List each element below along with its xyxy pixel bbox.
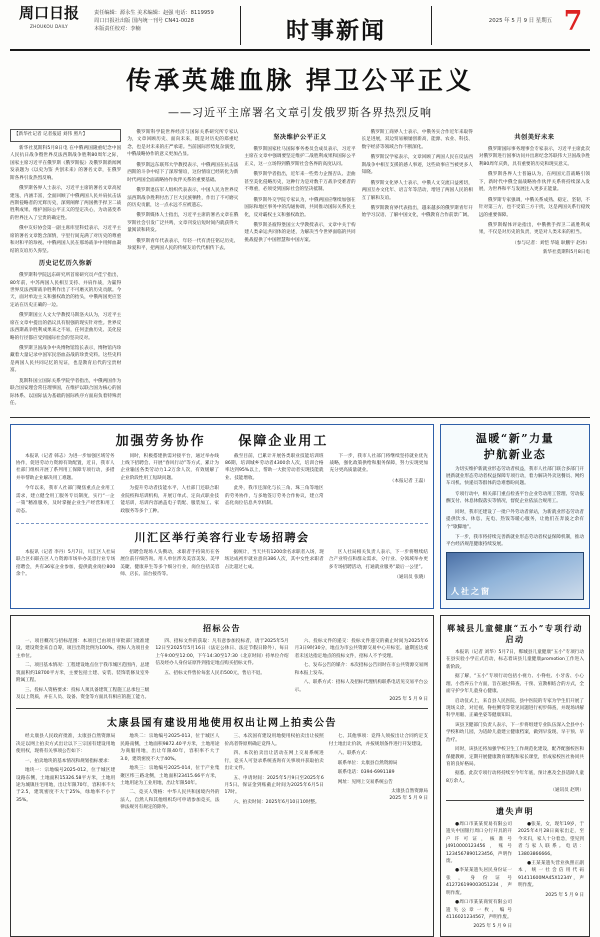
- lost-item-1: ●周口市某某贸易有限公司遗失中国银行周口分行开具的开户许可证，核准号J4910000123456，账号1234567890123456，声明作废。: [446, 821, 512, 864]
- article-c4-p3: 俄罗斯文化界人士表示，中俄人文交流日益密切，两国互办文化年、语言年等活动，增进了两国人民的相互了解和友谊。: [361, 180, 473, 201]
- employment-article: [10, 424, 434, 609]
- employment-c1-p1: 今年以来，我市人社部门聚焦重点企业用工需求，建立健全用工服务专员制度，实行“一企一策”精准服务，及时掌握企业生产经营和用工动态。: [16, 486, 115, 514]
- masthead: [10, 6, 590, 51]
- employment-credit: （本报记者 王磊）: [389, 478, 428, 484]
- article-c4-p1: 俄罗斯工商界人士表示，中俄务实合作近年来取得长足进展，双边贸易额屡创新高，能源、农业、科技、数字经济等领域合作不断深化。: [361, 130, 473, 150]
- lost-date-1: 2025 年 5 月 9 日: [473, 924, 512, 930]
- recruit-c3-p1: 据统计，当天共有1200余名求职者入场，现场达成初步就业意向386人次，其中女性求职者占比超过七成。: [224, 550, 324, 570]
- logo-pinyin: ZHOUKOU DAILY: [29, 23, 69, 29]
- land-c1-p1: 经太康县人民政府批准，太康县自然资源局决定以网上拍卖方式出让以下三宗国有建设用地使用权，现将有关事项公告如下：: [16, 734, 116, 755]
- health-action-body: [446, 649, 584, 795]
- recruit-c1-p1: 本报讯（记者 李丹）5月7日，川汇区人社局联合区妇联在区人力资源市场举办美容行业专场招聘会，共有36家企业参加，提供就业岗位800余个。: [16, 550, 116, 578]
- land-c2-p3: 二、竞买人资格：中华人民共和国境内外的法人、自然人和其他组织均可申请参加竞买，法律法规另有规定的除外。: [120, 790, 220, 811]
- employment-c2-p2: 截至目前，已累计开展各类职业技能培训班86期，培训城乡劳动者4300余人次，培训合格率达到95%以上，帮助一大批劳动者实现技能就业、技能增收。: [225, 453, 324, 481]
- lost-item-4: ●张某，女，现年19岁，于2025年4月28日离家出走，至今未归，家人十分着急，望见到者与家人联系。电话：13803866666。: [518, 821, 584, 857]
- new-economy-p1: 为切实维护新就业形态劳动者权益，我市人社部门联合多部门开展新就业形态劳动者权益保障专项行动，着力解决外卖送餐员、网约车司机、快递员等群体的急难愁盼问题。: [446, 466, 584, 487]
- article-c1-p4: 莫斯科国立国际关系学院学者指出，中俄两国作为联合国安理会常任理事国，在维护以联合国为核心的国际体系、以国际法为基础的国际秩序方面肩负着特殊责任。: [10, 378, 122, 407]
- section-banner-photo: [446, 552, 584, 600]
- new-economy-article: [440, 424, 590, 609]
- land-c4-p4: 联系电话：0394-6991189: [337, 770, 395, 776]
- employment-c3-p2: 下一步，我市人社部门将继续坚持就业优先战略，强化政策供给和服务保障，努力实现更加充分更高质量就业。: [329, 453, 428, 474]
- employment-col-2: [121, 453, 220, 519]
- headline-block: [10, 61, 590, 120]
- article-column-5: [479, 129, 590, 411]
- headline-sub: ——习近平主席署名文章引发俄罗斯各界热烈反响: [168, 106, 432, 119]
- land-c2-p2: 地块三：宗地编号2025-014，位于产业集聚区纬三路北侧，土地面积23415.66平方米，土地用途为工业用地，出让年限50年。: [120, 766, 220, 786]
- land-notice-date: 2025 年 5 月 9 日: [389, 796, 428, 802]
- bid-c1-p1: 一、项目概况与招标范围：本项目已由项目审批部门批准建设，建设资金来自自筹，项目出资比例为100%，招标人为项目业主单位。: [16, 638, 150, 659]
- lost-item-5: ●王某某遗失营业执照正副本，统一社会信用代码91411600MA45X1234Y，声明作废。: [518, 860, 584, 889]
- lost-item-2: ●李某某遗失居民身份证一张，身份证号412726199003051234，声明作废。: [446, 868, 512, 896]
- masthead-info-line-3: 本版责任校对：李楠: [94, 25, 141, 32]
- land-col-4: [329, 733, 428, 813]
- health-action-title: 郸城县儿童健康“五小”专项行动启动: [447, 622, 583, 644]
- article-subhead-3: 共创美好未来: [514, 134, 555, 141]
- employment-title-right: 保障企业用工: [238, 433, 329, 449]
- article-column-2: [127, 129, 238, 411]
- bid-notice-col-1: [16, 638, 149, 704]
- article-c3-p3: 俄罗斯外交学院专家认为，中俄两国应继续加强在国际和地区事务中的沟通协调，共同推动国际关系民主化，反对霸权主义和强权政治。: [244, 197, 356, 218]
- lost-item-3: ●周口市某某商贸有限公司遗失公章一枚，编号4116021234567，声明作废。: [446, 900, 512, 920]
- lead-paragraph-1: 新华社莫斯科5月8日电 在中俄两国隆重纪念中国人民抗日战争暨世界反法西斯战争胜利80周年之际，国家主席习近平在俄罗斯《俄罗斯报》及俄罗斯新闻网发表题为《以史为鉴 共创未来》的署名文章，在俄罗斯各界引发热烈反响。: [10, 145, 122, 181]
- new-economy-p2: 专项行动中，相关部门重点检查平台企业劳动用工管理、劳动报酬支付、休息休假落实等情况，督促企业依法合规用工。: [446, 491, 584, 505]
- recruit-c4-p1: 区人社局相关负责人表示，下一步将继续结合产业特点和群众需求，分行业、分领域举办更多专场招聘活动，打通就业服务“最后一公里”。: [328, 550, 428, 570]
- bid-c3-p2: 七、发布公告的媒介：本次招标公告同时在市公共资源交易网和本报上发布。: [294, 663, 428, 676]
- employment-c3-p1: 此外，我市还深化与长三角、珠三角等地区的劳务协作，与多地签订劳务合作协议，建立常态化岗位信息共享机制。: [225, 486, 324, 507]
- newspaper-logo: [10, 6, 88, 29]
- article-c3-p1: 俄罗斯国家杜马国际事务委员会成员表示，习近平主席在文章中强调要坚定维护二战胜利成果和国际公平正义，这一立场得到俄罗斯社会各界的高度认同。: [244, 147, 356, 167]
- article-c5-p4: 俄罗斯媒体评论指出，中俄携手捍卫二战胜利成果，不仅是对历史的负责，更是对人类未来的担当。: [478, 222, 591, 236]
- recruit-col-1: [16, 549, 115, 582]
- recruit-col-2: [120, 549, 219, 582]
- bid-notice-title: 招标公告: [203, 622, 241, 633]
- lost-col-2: [518, 821, 584, 931]
- land-c3-p4: 六、拍卖时间：2025年6月10日10时整。: [233, 799, 320, 805]
- lead-paragraph-3: 俄中友好协会第一副主席库里科娃表示，习近平主席的署名文章饱含深情，字里行间充满了对历史的尊重和对和平的珍视。中俄两国人民在那场战争中用鲜血凝结的友谊历久弥坚。: [10, 226, 122, 254]
- bid-notice-date: 2025 年 5 月 9 日: [389, 696, 428, 702]
- health-p3: 启动仪式上，来自县人民医院、县中医院的专家为学生们开展了现场义诊，对近视、脊柱侧弯等常见问题进行初步筛查，并现场讲解科学用眼、正确坐姿等健康知识。: [446, 698, 584, 719]
- article-c1-p3: 俄罗斯卫国战争中央博物馆馆长表示，博物馆内珍藏着大量记录中国军民浴血奋战的珍贵史料。这些史料是两国人民共同记忆的见证，也是教育后代的宝贵财富。: [10, 346, 122, 374]
- article-c2-p5: 俄罗斯青年代表表示，年轻一代有责任铭记历史、珍爱和平，把两国人民的传统友谊代代相传下去。: [127, 238, 239, 252]
- article-c4-p2: 俄罗斯汉学家表示，文章回顾了两国人民在反法西斯战争中相互支援的感人事迹，这些故事应当被更多人知晓。: [361, 155, 473, 176]
- article-c5-p2: 俄罗斯各界人士普遍认为，在两国元首战略引领下，新时代中俄全面战略协作伙伴关系将持续深入发展，为世界和平与发展注入更多正能量。: [478, 172, 591, 193]
- lead-credit-box: 【新华社记者 记者报道 刘伟 照片】: [10, 129, 121, 142]
- article-c4-p4: 俄罗斯教育界代表指出，越来越多的俄罗斯青年开始学习汉语、了解中国文化，中俄教育合作前景广阔。: [361, 205, 473, 219]
- health-p4: 该县卫健部门负责人表示，下一步将组建专业队伍深入全县中小学校和幼儿园，为适龄儿童建立健康档案，做到早发现、早干预、早治疗。: [446, 722, 584, 743]
- health-p2: 据了解，“五小”专项行动包括小视力、小脊柱、小牙齿、小心理、小营养五个方面，旨在通过筛查、干预、宣教相结合的方式，全面守护少年儿童身心健康。: [446, 674, 584, 695]
- recruit-credit: （通讯员 张晓）: [394, 575, 428, 581]
- land-c4-p2: 八、联系方式：: [337, 751, 370, 757]
- employment-title: [16, 430, 428, 449]
- bid-c2-p1: 四、招标文件的获取：凡有意参加投标者，请于2025年5月12日至2025年5月16日（法定公休日、法定节假日除外），每日上午9:00至12:00，下午14:30至17:30（北京时间）持单位介绍信及经办人身份证原件到指定地点购买招标文件。: [155, 638, 289, 667]
- land-c2-p1: 地块二：宗地编号2025-013，位于城区人民路南侧，土地面积9872.40平方米，土地用途为商服用地，出让年限40年，容积率不大于3.0，建筑密度不大于40%。: [120, 734, 220, 762]
- divider-3: [446, 800, 584, 801]
- employment-c1-p2: 同时，积极搭建供需对接平台，通过举办线上线下招聘会、开展“春风行动”等方式，累计为企业输送各类劳动力1.2万余人次，有效缓解了企业阶段性用工短缺问题。: [120, 453, 219, 481]
- article-c1-p2: 俄罗斯国立人文大学教授马斯洛夫认为，习近平主席在文章中提出的倡议具有很强的现实针对性。世界反法西斯战争胜利成果来之不易，任何歪曲历史、美化侵略的行径都应受到国际社会的坚决反对。: [10, 313, 122, 341]
- land-issuer: 太康县自然资源局: [391, 789, 428, 794]
- lost-date-2: 2025 年 5 月 9 日: [545, 892, 584, 898]
- bid-c1-p2: 二、项目基本情况：工程建设地点位于我市城区范围内，总建筑面积约18700平方米，主要包括土建、安装、装饰装修及室外附属工程。: [16, 663, 150, 684]
- article-c2-p2: 俄罗斯远东联邦大学教授表示，中俄两国在抗击法西斯的斗争中结下了深厚情谊，这份情谊已经转化为新时代两国全面战略协作伙伴关系的重要基础。: [127, 162, 239, 183]
- new-economy-title-line2: 护航新业态: [483, 447, 547, 461]
- notices-band: [10, 615, 590, 937]
- article-c3-p4: 俄罗斯圣彼得堡国立大学教授表示，文章中关于构建人类命运共同体的论述，为解决当今世界面临的共同挑战提供了中国智慧和中国方案。: [244, 222, 356, 243]
- health-p5: 同时，该县还将加强学校卫生工作规范化建设，配齐配强校医和保健教师，定期开展健康教育课程和家长课堂，形成家校医社协同共育的良好格局。: [446, 747, 584, 767]
- recruit-col-4: [329, 549, 428, 582]
- land-c3-p1: 三、本次国有建设用地使用权拍卖出让按照价高者得原则确定竞得人。: [224, 734, 324, 747]
- land-c3-p3: 五、申请时间：2025年5月9日至2025年6月5日。保证金到账截止时间为2025年6月5日17时。: [224, 775, 324, 796]
- new-economy-title-line1: 温暖“新”力量: [475, 431, 555, 445]
- health-credit: （通讯员 赵明）: [550, 788, 584, 794]
- lead-paragraph-2: 俄罗斯各界人士表示，习近平主席的署名文章高屋建瓴、内涵丰富，全面回顾了中俄两国人民并肩抗击法西斯侵略者的光辉历史，深刻阐释了两国携手捍卫二战胜利成果、维护国际公平正义的坚定决心，为动荡变革的世界注入了宝贵的确定性。: [10, 186, 122, 221]
- land-col-3: [225, 733, 324, 813]
- employment-lead: 本报讯（记者 韩志）为进一步加强区域劳务协作，促进劳动力资源有效配置，近日，我市人社部门组织开展了系列用工保障专项行动，多措并举帮助企业解决用工难题。: [16, 453, 115, 481]
- employment-title-left: 加强劳务协作: [115, 433, 206, 449]
- logo-characters: 周口日报: [18, 4, 79, 22]
- employment-col-3: [225, 453, 324, 519]
- article-c2-p4: 俄罗斯媒体人士指出，习近平主席的署名文章在俄罗斯社会引发广泛共鸣，文章刊发后短时间内就获得大量阅读和转发。: [127, 213, 239, 234]
- bid-c1-p3: 三、投标人资格要求：投标人须具备建筑工程施工总承包三级及以上资质，并在人员、设备、资金等方面具有相应的施工能力。: [16, 687, 150, 700]
- new-economy-p4: 下一步，我市将持续完善新就业形态劳动者权益保障机制，推动平台经济规范健康持续发展。: [446, 535, 584, 548]
- recruit-col-3: [225, 549, 324, 582]
- article-c3-p2: 俄罗斯学者指出，近年来一些势力企图否认、歪曲甚至美化侵略历史，这种行为是对数千万战争受难者的不尊重，必须受到国际社会的坚决抵制。: [244, 172, 356, 193]
- section-banner-caption: 人社之窗: [451, 585, 491, 596]
- article-c5-p1: 俄罗斯国际事务理事会专家表示，习近平主席此次对俄罗斯进行国事访问并出席纪念苏联伟大卫国战争胜利80周年庆典，具有重要的历史和现实意义。: [478, 147, 591, 167]
- article-c2-p1: 俄罗斯科学院世界经济与国际关系研究所专家认为，文章回顾历史、面向未来，既是对历史的郑重纪念，也是对未来的庄严承诺。当前国际形势复杂演变，中俄战略协作的意义更加凸显。: [127, 130, 239, 158]
- land-c1-p2: 一、拍卖地块的基本情况和规划指标要求：: [25, 758, 113, 764]
- main-article: [10, 129, 590, 418]
- health-p1: 本报讯（记者 刘华）5月7日，郸城县儿童健康“五小”专项行动在县实验小学正式启动，标志着该县儿童健康promotion工作进入新阶段。: [446, 649, 584, 670]
- divider-2: [16, 708, 428, 709]
- health-p6: 据悉，此次专项行动将持续至今年年底，预计惠及全县适龄儿童8万余人。: [446, 771, 584, 784]
- land-c1-p3: 地块一：宗地编号2025-012，位于城区建设路东侧，土地面积15326.58平方米，土地用途为城镇住宅用地，出让年限70年，容积率不大于2.5，建筑密度不大于25%，绿地率不小于35%。: [16, 768, 116, 803]
- bid-c2-p2: 五、招标文件售价每套人民币500元，售后不退。: [164, 670, 265, 676]
- new-economy-p3: 同时，我市还建设了一批户外劳动者驿站，为新就业形态劳动者提供饮水、休息、充电、热饭等暖心服务，让他们在奔波之余有个“歇脚地”。: [446, 509, 584, 530]
- employment-c2-p1: 为提升劳动者技能水平，人社部门还联合职业院校和培训机构，开展订单式、定向式职业技能培训，培训内容涵盖电子装配、服装加工、家政服务等多个工种。: [120, 486, 219, 514]
- bid-notice-col-3: [295, 638, 428, 704]
- land-c4-p1: 七、其他事项：竞得人须按出让合同约定支付土地出让价款，并按规划条件进行开发建设。: [328, 734, 428, 747]
- land-col-2: [120, 733, 219, 813]
- lost-col-1: [446, 821, 512, 931]
- bid-c3-p3: 八、联系方式：招标人及招标代理机构联系电话见交易平台公示。: [294, 680, 428, 693]
- land-col-1: [16, 733, 115, 813]
- article-column-1: [10, 129, 121, 411]
- article-credit: （参与记者：刘恺 华迪 耿鹏宇 赵冰）: [512, 240, 591, 246]
- notices-right: [440, 615, 590, 937]
- divider: [16, 523, 428, 524]
- land-c4-p3: 联系单位：太康县自然资源局: [337, 760, 398, 766]
- article-c1-p1: 俄罗斯科学院远东研究所首席研究员卢佳宁指出，80年前，中苏两国人民相互支持、并肩作战，为赢得世界反法西斯战争胜利作出了不可磨灭的历史贡献。今天，面对单边主义和强权政治的抬头，中俄两国更应坚定站在历史正确的一边。: [10, 273, 122, 308]
- lost-notice-title: 遗失声明: [496, 805, 534, 816]
- article-c2-p3: 俄罗斯退伍军人组织代表表示，中国人民为世界反法西斯战争胜利付出了巨大民族牺牲，作出了不可磨灭的历史贡献，这一点永远不应被遗忘。: [127, 188, 239, 208]
- article-dateline: 新华社莫斯科5月8日电: [542, 250, 591, 256]
- bid-notice-col-2: [155, 638, 288, 704]
- employment-col-4: [330, 453, 429, 519]
- notices-left: [10, 615, 434, 937]
- page-number: 7: [563, 6, 583, 37]
- recruit-c2-p1: 招聘会现场人头攒动，求职者手持简历在各展位前仔细咨询。用人单位涉及美容美发、美甲美睫、健康养生等多个细分行业，岗位包括美容师、店长、前台接待等。: [120, 550, 220, 578]
- article-subhead-1: 历史记忆历久弥新: [38, 260, 93, 268]
- masthead-info-line-2: 周口日报社出版 国内统一刊号 CN41-0028: [94, 17, 194, 24]
- article-c5-p3: 俄罗斯专家强调，中俄关系成熟、稳定、坚韧，不针对第三方，也不受第三方干扰，这是两国关系行稳致远的重要保障。: [478, 197, 591, 218]
- article-subhead-2: 坚决维护公平正义: [273, 134, 327, 141]
- masthead-info: [88, 6, 240, 33]
- bid-c3-p1: 六、投标文件的递交：投标文件递交的截止时间为2025年6月3日9时30分，地点为市公共资源交易中心开标室。逾期送达或者未送达指定地点的投标文件，招标人不予受理。: [294, 638, 428, 659]
- employment-col-1: [16, 453, 115, 519]
- masthead-info-line-1: 责任编辑：源永生 美术编辑：赵强 电话：8119959: [94, 10, 214, 16]
- article-column-4: [362, 129, 473, 411]
- headline-main: 传承英雄血脉 捍卫公平正义: [126, 66, 474, 95]
- land-c3-p2: 四、本次拍卖出让活动在网上交易系统进行，竞买人可登录系统查询有关事项并获取拍卖出让文件。: [224, 751, 324, 772]
- section-title: 时事新闻: [240, 6, 432, 45]
- land-c4-p5: 网址：见网上交易系统公告: [337, 779, 393, 785]
- land-auction-title: 太康县国有建设用地使用权出让网上拍卖公告: [107, 718, 337, 730]
- employment-band: [10, 424, 590, 609]
- recruit-title: 川汇区举行美容行业专场招聘会: [134, 531, 310, 544]
- article-column-3: [244, 129, 355, 411]
- issue-date: 2025 年 5 月 9 日 星期五: [488, 18, 552, 24]
